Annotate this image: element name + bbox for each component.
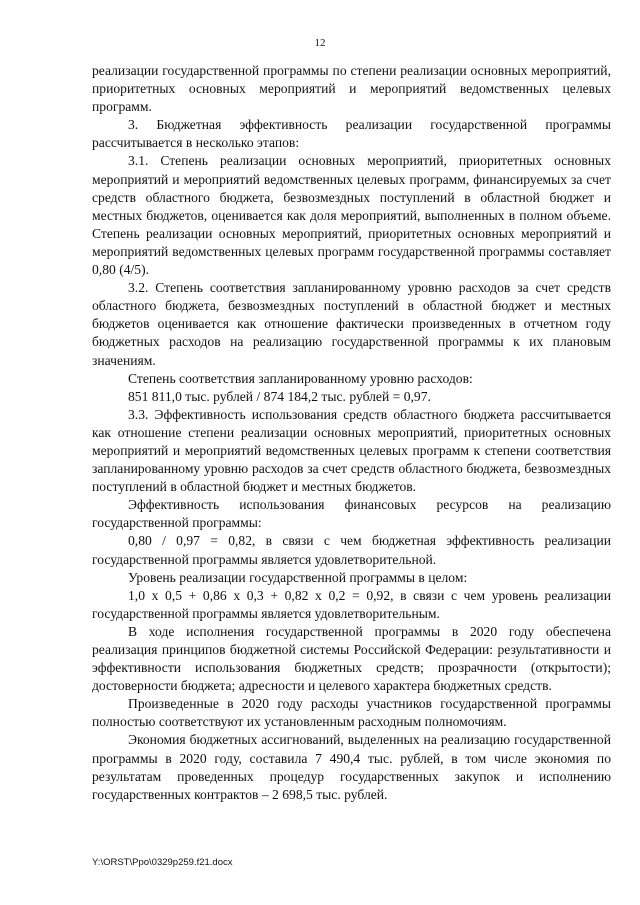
paragraph-expenses-compliance: Произведенные в 2020 году расходы участников государственной программы полностью соответствуют их установленным расходным полномочиям. — [92, 696, 611, 730]
paragraph-budget-principles: В ходе исполнения государственной программы в 2020 году обеспечена реализация принципов бюджетной системы Российской Федерации: результативности и эффективности использования бюджетных средств; прозрачности (открытости); достоверности бюджета; адресности и целевого характера бюджетных средств. — [92, 623, 611, 694]
paragraph-budget-efficiency-stages: 3. Бюджетная эффективность реализации государственной программы рассчитывается в несколько этапов: — [92, 117, 611, 151]
paragraph-3-3: 3.3. Эффективность использования средств областного бюджета рассчитывается как отношение степени реализации основных мероприятий, приоритетных основных мероприятий и мероприятий ведомственных целевых программ к степени соответствия запланированному уровню расходов за счет средств областного бюджета, безвозмездных поступлений в областной бюджет и местных бюджетов. — [92, 406, 611, 495]
paragraph-financial-efficiency-formula: 0,80 / 0,97 = 0,82, в связи с чем бюджетная эффективность реализации государственной программы является удовлетворительной. — [92, 533, 611, 567]
paragraph-expense-compliance-label: Степень соответствия запланированному уровню расходов: — [128, 370, 473, 386]
document-body — [92, 62, 611, 804]
paragraph-expense-compliance-formula: 851 811,0 тыс. рублей / 874 184,2 тыс. рублей = 0,97. — [128, 388, 431, 404]
paragraph-budget-savings: Экономия бюджетных ассигнований, выделенных на реализацию государственной программы в 2020 году, составила 7 490,4 тыс. рублей, в том числе экономия по результатам проведенных процедур государственных закупок и исполнению государственных контрактов – 2 698,5 тыс. рублей. — [92, 732, 611, 802]
paragraph-overall-level-formula: 1,0 x 0,5 + 0,86 x 0,3 + 0,82 x 0,2 = 0,92, в связи с чем уровень реализации государственной программы является удовлетворительным. — [92, 587, 611, 621]
paragraph-overall-level-label: Уровень реализации государственной программы в целом: — [128, 569, 468, 585]
footer-file-path: Y:\ORST\Ppo\0329p259.f21.docx — [92, 857, 233, 868]
paragraph-3-2: 3.2. Степень соответствия запланированному уровню расходов за счет средств областного бюджета, безвозмездных поступлений в областной бюджет и местных бюджетов оценивается как отношение фактически произведенных в отчетном году бюджетных расходов на реализацию государственной программы к их плановым значениям. — [92, 280, 611, 368]
paragraph-continuation: реализации государственной программы по степени реализации основных мероприятий, приоритетных основных мероприятий и мероприятий ведомственных целевых программ. — [92, 63, 611, 115]
paragraph-financial-efficiency-label: Эффективность использования финансовых ресурсов на реализацию государственной программы: — [92, 497, 611, 531]
page-number: 12 — [314, 37, 326, 49]
paragraph-3-1: 3.1. Степень реализации основных мероприятий, приоритетных основных мероприятий и мероприятий ведомственных целевых программ, финансируемых за счет средств областного бюджета, безвозмездных поступлений в областной бюджет и местных бюджетов, оценивается как доля мероприятий, выполненных в полном объеме. Степень реализации основных мероприятий, приоритетных основных мероприятий и мероприятий ведомственных целевых программ государственной программы составляет 0,80 (4/5). — [92, 153, 611, 278]
